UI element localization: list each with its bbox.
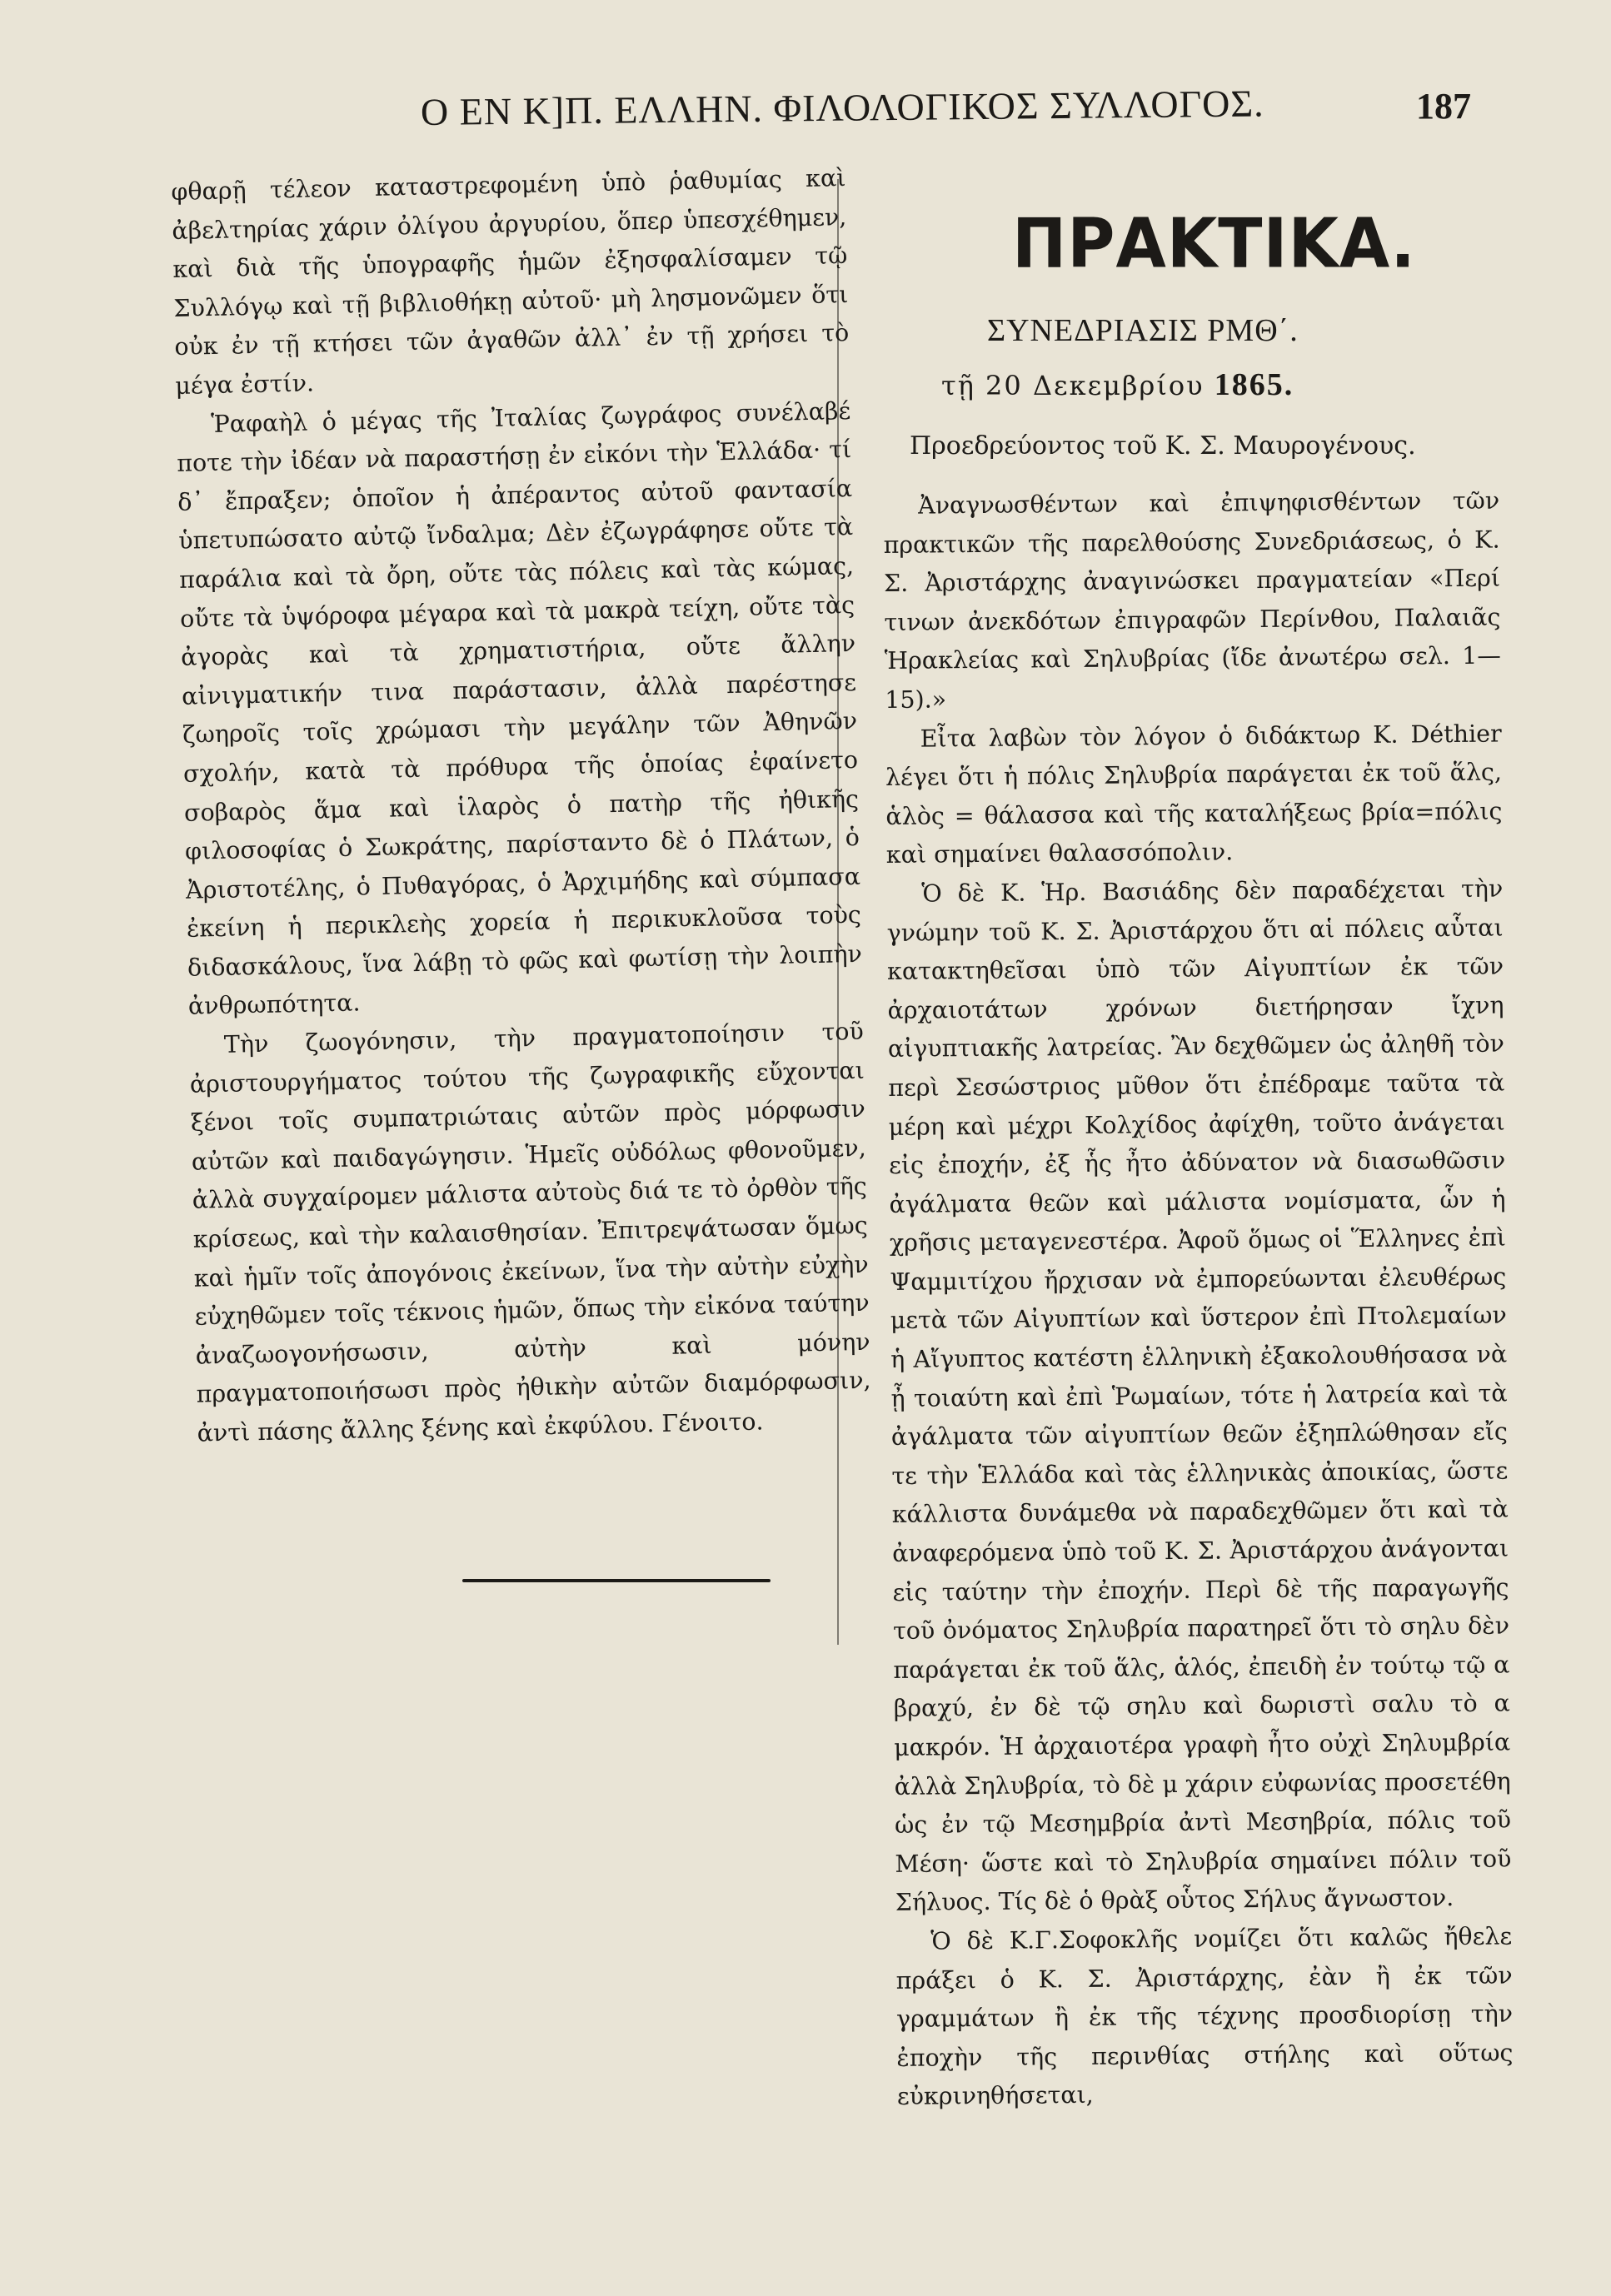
left-paragraph-1: φθαρῇ τέλεον καταστρεφομένη ὑπὸ ῥαθυμίας καὶ ἀβελτηρίας χάριν ὀλίγου ἀργυρίου, ὅπερ ὑπεσχέθημεν, καὶ διὰ τῆς ὑπογραφῆς ἡμῶν ἐξησφαλίσαμεν τῷ Συλλόγῳ καὶ τῇ βιβλιοθήκῃ αὐτοῦ· μὴ λησμονῶμεν ὅτι οὐκ ἐν τῇ κτήσει τῶν ἀγαθῶν ἀλλ᾽ ἐν τῇ χρήσει τὸ μέγα ἐστίν. [171, 164, 850, 400]
right-paragraph-2: Εἶτα λαβὼν τὸν λόγον ὁ διδάκτωρ Κ. Déthier λέγει ὅτι ἡ πόλις Σηλυβρία παράγεται ἐκ τοῦ ἅλς, ἁλὸς = θάλασσα καὶ τῆς καταλήξεως βρία=πόλις καὶ σημαίνει θαλασσόπολιν. [885, 720, 1503, 869]
page-number: 187 [1416, 86, 1471, 127]
presiding-line: Προεδρεύοντος τοῦ Κ. Σ. Μαυρογένους. [910, 431, 1416, 461]
right-paragraph-1: Ἀναγνωσθέντων καὶ ἐπιψηφισθέντων τῶν πρακτικῶν τῆς παρελθούσης Συνεδριάσεως, ὁ Κ. Σ. Ἀριστάρχης ἀναγινώσκει πραγματείαν «Περί τινων ἀνεκδότων ἐπιγραφῶν Περίνθου, Παλαιᾶς Ἡρακλείας καὶ Σηλυβρίας (ἴδε ἀνωτέρω σελ. 1—15).» [883, 486, 1501, 714]
left-paragraph-3: Τὴν ζωογόνησιν, τὴν πραγματοποίησιν τοῦ ἀριστουργήματος τούτου τῆς ζωγραφικῆς εὔχονται ξένοι τοῖς συμπατριώταις αὐτῶν πρὸς μόρφωσιν αὐτῶν καὶ παιδαγώγησιν. Ἡμεῖς οὐδόλως φθονοῦμεν, ἀλλὰ συγχαίρομεν μάλιστα αὐτοὺς διά τε τὸ ὀρθὸν τῆς κρίσεως, καὶ τὴν καλαισθησίαν. Ἐπιτρεψάτωσαν ὅμως καὶ ἡμῖν τοῖς ἀπογόνοις ἐκείνων, ἵνα τὴν αὐτὴν εὐχὴν εὐχηθῶμεν τοῖς τέκνοις ἡμῶν, ὅπως τὴν εἰκόνα ταύτην ἀναζωογονήσωσιν, αὐτὴν καὶ μόνην πραγματοποιήσωσι πρὸς ἠθικὴν αὐτῶν διαμόρφωσιν, ἀντὶ πάσης ἄλλης ξένης καὶ ἐκφύλου. Γένοιτο. [189, 1017, 871, 1447]
session-date [941, 366, 1294, 403]
end-ornament-rule [462, 1579, 771, 1582]
right-column [883, 482, 1514, 2117]
left-paragraph-2: Ῥαφαὴλ ὁ μέγας τῆς Ἰταλίας ζωγράφος συνέλαβέ ποτε τὴν ἰδέαν νὰ παραστήσῃ ἐν εἰκόνι τὴν Ἑλλάδα· τί δ᾽ ἔπραξεν; ὁποῖον ἡ ἀπέραντος αὐτοῦ φαντασία ὑπετυπώσατο αὐτῷ ἴνδαλμα; Δὲν ἐζωγράφησε οὔτε τὰ παράλια καὶ τὰ ὄρη, οὔτε τὰς πόλεις καὶ τὰς κώμας, οὔτε τὰ ὑψόροφα μέγαρα καὶ τὰ μακρὰ τείχη, οὔτε τὰς ἀγορὰς καὶ τὰ χρηματιστήρια, οὔτε ἄλλην αἰνιγματικήν τινα παράστασιν, ἀλλὰ παρέστησε ζωηροῖς τοῖς χρώμασι τὴν μεγάλην τῶν Ἀθηνῶν σχολήν, κατὰ τὰ πρόθυρα τῆς ὁποίας ἐφαίνετο σοβαρὸς ἅμα καὶ ἱλαρὸς ὁ πατὴρ τῆς ἠθικῆς φιλοσοφίας ὁ Σωκράτης, παρίσταντο δὲ ὁ Πλάτων, ὁ Ἀριστοτέλης, ὁ Πυθαγόρας, ὁ Ἀρχιμήδης καὶ σύμπασα ἐκείνη ἡ περικλεὴς χορεία ἡ περικυκλοῦσα τοὺς διδασκάλους, ἵνα λάβῃ τὸ φῶς καὶ φωτίσῃ τὴν λοιπὴν ἀνθρωπότητα. [176, 396, 863, 1021]
left-column [171, 159, 872, 1453]
date-year: 1865. [1214, 367, 1294, 402]
running-head: Ο ΕΝ Κ]Π. ΕΛΛΗΝ. ΦΙΛΟΛΟΓΙΚΟΣ ΣΥΛΛΟΓΟΣ. [420, 82, 1264, 133]
section-title: ΠΡΑΚΤΙΚΑ. [1012, 204, 1416, 284]
date-text: τῇ 20 Δεκεμβρίου [941, 370, 1205, 401]
right-paragraph-3: Ὁ δὲ Κ. Ἡρ. Βασιάδης δὲν παραδέχεται τὴν γνώμην τοῦ Κ. Σ. Ἀριστάρχου ὅτι αἱ πόλεις αὗται κατακτηθεῖσαι ὑπὸ τῶν Αἰγυπτίων ἐκ τῶν ἀρχαιοτάτων χρόνων διετήρησαν ἴχνη αἰγυπτιακῆς λατρείας. Ἂν δεχθῶμεν ὡς ἀληθῆ τὸν περὶ Σεσώστριος μῦθον ὅτι ἐπέδραμε ταῦτα τὰ μέρη καὶ μέχρι Κολχίδος ἀφίχθη, τοῦτο ἀνάγεται εἰς ἐποχήν, ἐξ ἧς ἦτο ἀδύνατον νὰ διασωθῶσιν ἀγάλματα θεῶν καὶ μάλιστα νομίσματα, ὧν ἡ χρῆσις μεταγενεστέρα. Ἀφοῦ ὅμως οἱ Ἕλληνες ἐπὶ Ψαμμιτίχου ἤρχισαν νὰ ἐμπορεύωνται ἐλευθέρως μετὰ τῶν Αἰγυπτίων καὶ ὕστερον ἐπὶ Πτολεμαίων ἡ Αἴγυπτος κατέστη ἑλληνικὴ ἐξακολουθήσασα νὰ ᾖ τοιαύτη καὶ ἐπὶ Ῥωμαίων, τότε ἡ λατρεία καὶ τὰ ἀγάλματα τῶν αἰγυπτίων θεῶν ἐξηπλώθησαν εἴς τε τὴν Ἑλλάδα καὶ τὰς ἑλληνικὰς ἀποικίας, ὥστε κάλλιστα δυνάμεθα νὰ παραδεχθῶμεν ὅτι καὶ τὰ ἀναφερόμενα ὑπὸ τοῦ Κ. Σ. Ἀριστάρχου ἀνάγονται εἰς ταύτην τὴν ἐποχήν. Περὶ δὲ τῆς παραγωγῆς τοῦ ὀνόματος Σηλυβρία παρατηρεῖ ὅτι τὸ σηλυ δὲν παράγεται ἐκ τοῦ ἅλς, ἁλός, ἐπειδὴ ἐν τούτῳ τῷ α βραχύ, ἐν δὲ τῷ σηλυ καὶ δωριστὶ σαλυ τὸ α μακρόν. Ἡ ἀρχαιοτέρα γραφὴ ἦτο οὐχὶ Σηλυμβρία ἀλλὰ Σηλυβρία, τὸ δὲ μ χάριν εὐφωνίας προσετέθη ὡς ἐν τῷ Μεσημβρία ἀντὶ Μεσηβρία, πόλις τοῦ Μέση· ὥστε καὶ τὸ Σηλυβρία σημαίνει πόλιν τοῦ Σήλυος. Τίς δὲ ὁ θρὰξ οὗτος Σήλυς ἄγνωστον. [886, 874, 1512, 1917]
right-paragraph-4: Ὁ δὲ Κ.Γ.Σοφοκλῆς νομίζει ὅτι καλῶς ἤθελε πράξει ὁ Κ. Σ. Ἀριστάρχης, ἐὰν ἢ ἐκ τῶν γραμμάτων ἢ ἐκ τῆς τέχνης προσδιορίσῃ τὴν ἐποχὴν τῆς περινθίας στήλης καὶ οὕτως εὐκρινηθήσεται, [895, 1922, 1514, 2111]
session-heading: ΣΥΝΕΔΡΙΑΣΙΣ ΡΜΘ΄. [987, 313, 1299, 348]
